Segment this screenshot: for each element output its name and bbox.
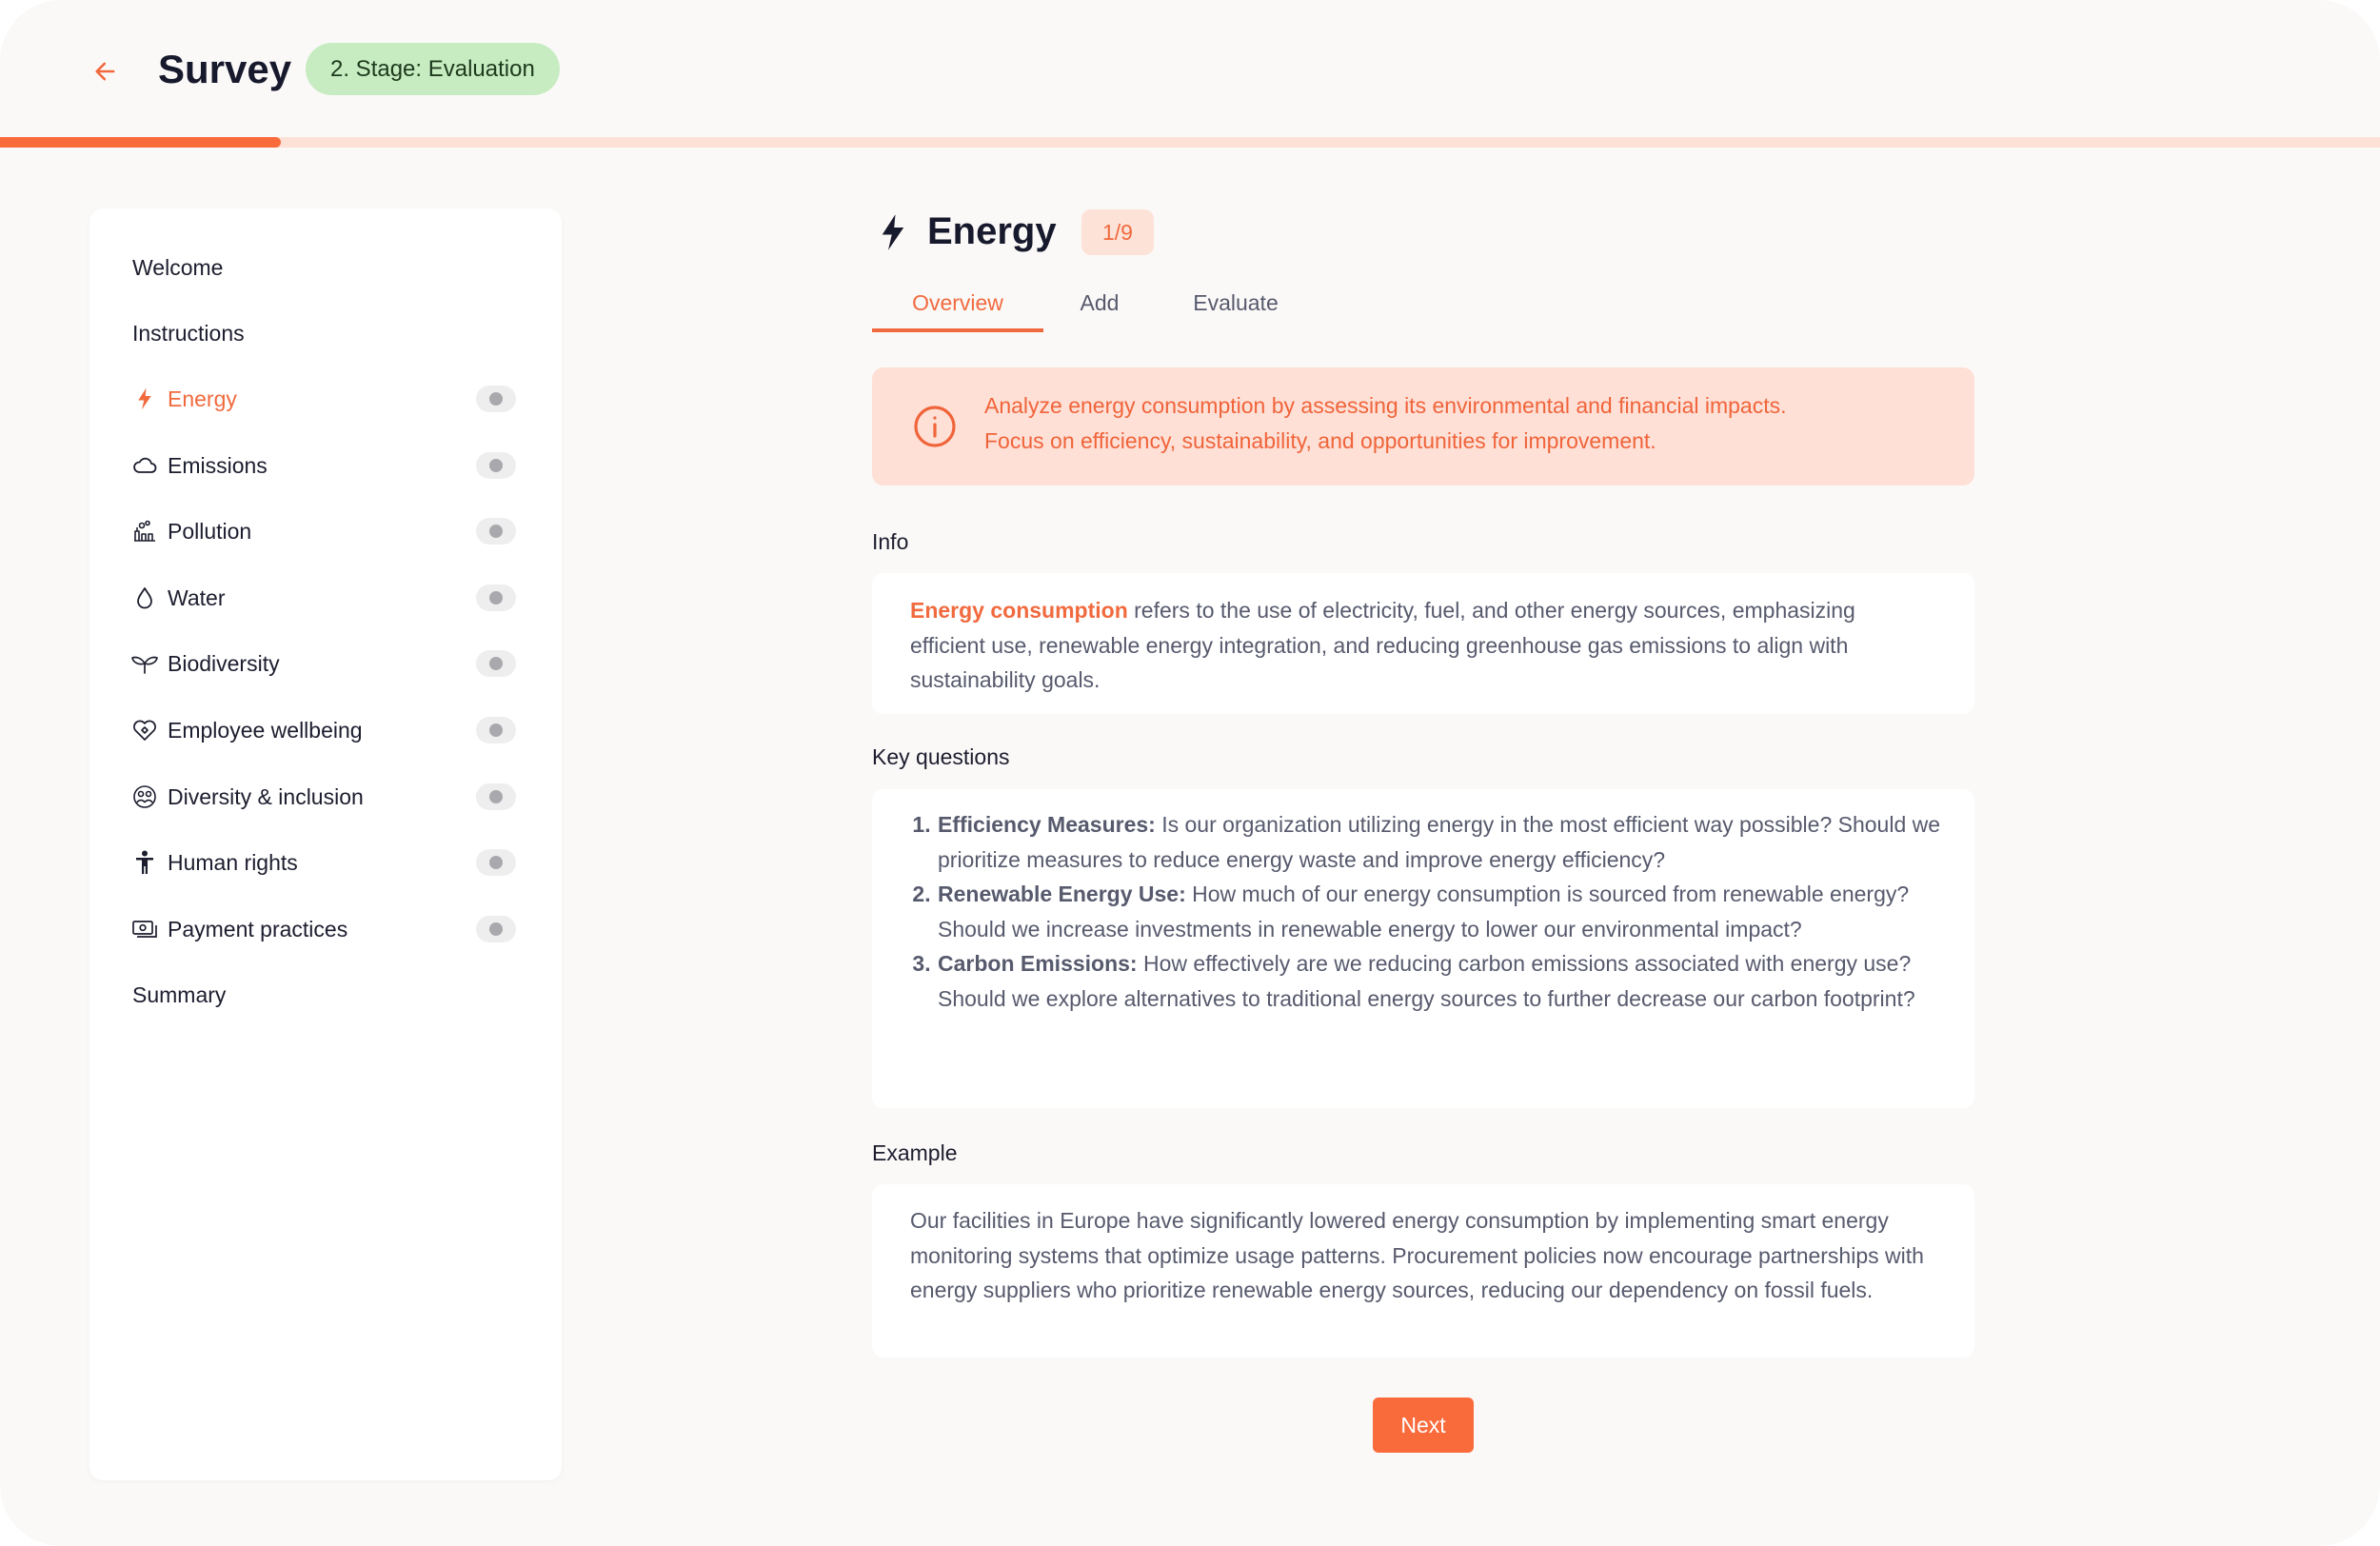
sidebar-item-label: Welcome <box>132 254 224 280</box>
progress-bar <box>0 137 2380 148</box>
info-notice <box>872 367 1974 486</box>
sidebar-item-label: Water <box>168 585 226 610</box>
notice-text <box>984 388 1936 459</box>
example-label: Example <box>872 1140 958 1165</box>
back-button[interactable] <box>84 50 128 93</box>
sidebar-item-employee-wellbeing[interactable] <box>89 704 562 757</box>
info-text <box>910 593 1929 698</box>
sidebar-item-label: Summary <box>132 981 227 1007</box>
sidebar-item-instructions[interactable] <box>89 307 562 360</box>
key-questions-card <box>872 789 1974 1108</box>
tab-evaluate[interactable]: Evaluate <box>1193 290 1279 315</box>
progress-fill <box>0 137 281 148</box>
sidebar-item-label: Payment practices <box>168 916 348 941</box>
info-label: Info <box>872 529 909 554</box>
factory-icon <box>131 518 158 545</box>
status-toggle <box>476 916 516 942</box>
info-icon <box>912 404 958 449</box>
sidebar-item-label: Biodiversity <box>168 650 280 676</box>
heart-icon <box>131 717 158 743</box>
example-text: Our facilities in Europe have significantly lowered energy consumption by implementing smart energy monitoring systems that optimize usage patterns. Procurement policies now encourage partnerships with energy suppliers who prioritize renewable energy sources, reducing our dependency on fossil fuels. <box>910 1208 1924 1303</box>
next-button[interactable]: Next <box>1373 1397 1474 1453</box>
sidebar-item-water[interactable] <box>89 571 562 624</box>
lightning-icon <box>131 386 158 412</box>
list-item: 3. Carbon Emissions: How effectively are we reducing carbon emissions associated with energy use? Should we explore alternatives to traditional energy sources to further decrease our carbon footprint? <box>937 946 1942 1016</box>
sidebar-item-label: Emissions <box>168 452 268 478</box>
example-card <box>872 1184 1974 1358</box>
sidebar-item-payment-practices[interactable] <box>89 902 562 956</box>
sidebar-item-label: Employee wellbeing <box>168 717 363 743</box>
sidebar-item-energy[interactable] <box>89 372 562 426</box>
sidebar-item-human-rights[interactable] <box>89 836 562 889</box>
sidebar-item-summary[interactable] <box>89 968 562 1021</box>
stage-badge: 2. Stage: Evaluation <box>306 43 560 95</box>
status-toggle <box>476 452 516 479</box>
sidebar-item-label: Energy <box>168 386 237 411</box>
sidebar-item-label: Diversity & inclusion <box>168 783 364 809</box>
sidebar-item-diversity-inclusion[interactable] <box>89 770 562 823</box>
sidebar <box>89 208 562 1480</box>
lightning-icon <box>878 213 908 251</box>
sidebar-item-label: Instructions <box>132 320 245 346</box>
arrow-left-icon <box>92 58 119 85</box>
info-term: Energy consumption <box>910 598 1128 623</box>
sprout-icon <box>131 650 158 677</box>
sidebar-item-welcome[interactable] <box>89 241 562 294</box>
key-questions-label: Key questions <box>872 744 1010 769</box>
section-count-badge: 1/9 <box>1081 209 1154 255</box>
status-toggle <box>476 386 516 412</box>
info-description: refers to the use of electricity, fuel, and other energy sources, emphasizing efficient use, renewable energy integration, and reducing greenhouse gas emissions to align with sustainability goals. <box>910 598 1855 693</box>
key-questions-list <box>904 807 1942 1017</box>
notice-line-1: Analyze energy consumption by assessing its environmental and financial impacts. <box>984 393 1787 418</box>
sidebar-item-biodiversity[interactable] <box>89 637 562 690</box>
status-toggle <box>476 518 516 545</box>
notice-line-2: Focus on efficiency, sustainability, and opportunities for improvement. <box>984 428 1656 453</box>
sidebar-item-pollution[interactable] <box>89 505 562 558</box>
cloud-icon <box>131 452 158 479</box>
info-card <box>872 573 1974 714</box>
status-toggle <box>476 849 516 876</box>
sidebar-item-label: Human rights <box>168 849 298 875</box>
tab-overview[interactable]: Overview <box>872 283 1043 332</box>
status-toggle <box>476 650 516 677</box>
status-toggle <box>476 783 516 810</box>
section-title: Energy <box>927 210 1057 252</box>
droplet-icon <box>131 585 158 611</box>
people-circle-icon <box>131 783 158 810</box>
status-toggle <box>476 585 516 611</box>
sidebar-item-emissions[interactable] <box>89 439 562 492</box>
sidebar-item-label: Pollution <box>168 518 252 544</box>
status-toggle <box>476 717 516 743</box>
list-item: 2. Renewable Energy Use: How much of our energy consumption is sourced from renewable energy? Should we increase investments in renewable energy to lower our environmental impact? <box>937 877 1942 946</box>
tab-add[interactable]: Add <box>1080 290 1120 315</box>
person-icon <box>131 849 158 876</box>
money-icon <box>131 916 158 942</box>
page-title: Survey <box>158 47 292 91</box>
list-item: 1. Efficiency Measures: Is our organization utilizing energy in the most efficient way possible? Should we prioritize measures to reduce energy waste and improve energy efficiency? <box>937 807 1942 877</box>
